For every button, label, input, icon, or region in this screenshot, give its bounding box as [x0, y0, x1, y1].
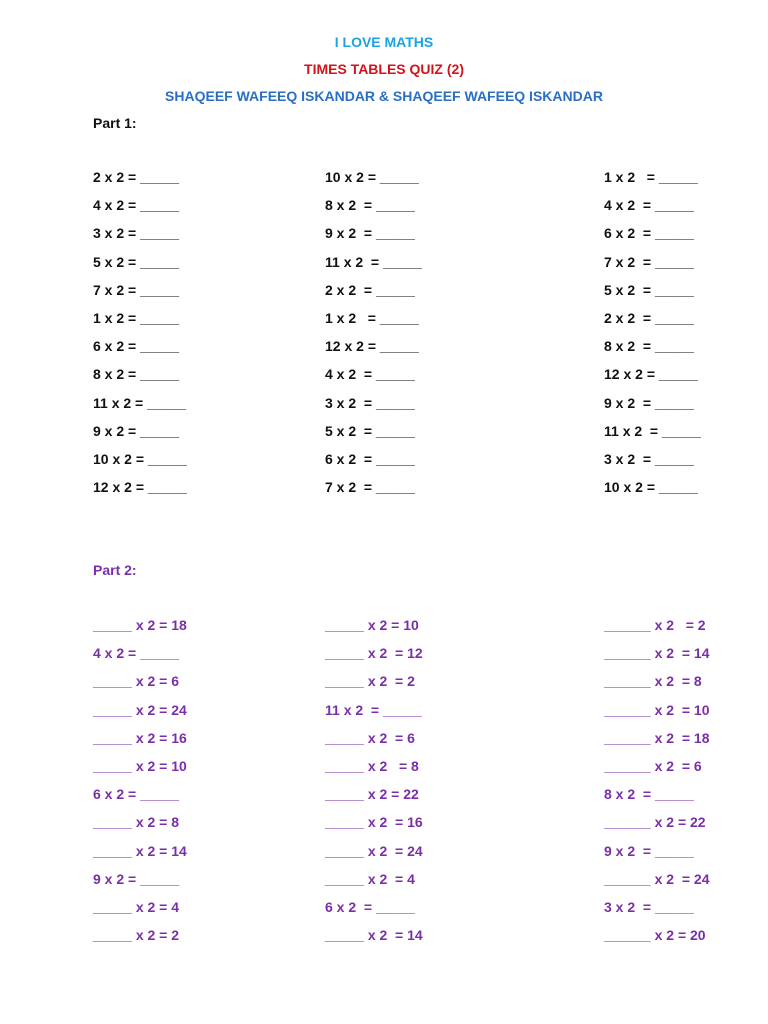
question-item: 8 x 2 = _____: [325, 197, 415, 214]
part1-column-2: [325, 163, 422, 501]
question-item: 9 x 2 = _____: [325, 225, 415, 242]
question-item: _____ x 2 = 16: [93, 729, 187, 746]
question-item: 11 x 2 = _____: [325, 701, 422, 718]
question-item: 11 x 2 = _____: [325, 253, 422, 270]
question-item: _____ x 2 = 10: [325, 617, 419, 633]
question-item: _____ x 2 = 24: [325, 842, 423, 859]
question-item: 2 x 2 = _____: [93, 169, 180, 185]
question-item: 6 x 2 = _____: [93, 338, 180, 355]
part1-label: Part 1:: [93, 115, 137, 131]
question-item: 10 x 2 = _____: [93, 450, 187, 467]
question-item: 6 x 2 = _____: [604, 225, 694, 242]
question-item: ______ x 2 = 20: [604, 927, 706, 944]
question-item: 6 x 2 = _____: [325, 898, 415, 915]
question-item: 5 x 2 = _____: [325, 422, 415, 439]
question-item: 12 x 2 = _____: [325, 338, 419, 355]
part2-column-3: [604, 611, 710, 949]
part1-column-1: [93, 163, 187, 501]
question-item: 1 x 2 = _____: [604, 169, 698, 185]
question-item: 6 x 2 = _____: [93, 786, 180, 803]
question-item: 7 x 2 = _____: [93, 281, 180, 298]
question-item: 4 x 2 = _____: [93, 645, 180, 662]
question-item: ______ x 2 = 2: [604, 617, 706, 633]
question-item: 5 x 2 = _____: [604, 281, 694, 298]
question-item: _____ x 2 = 2: [93, 927, 180, 944]
question-item: _____ x 2 = 14: [93, 842, 187, 859]
question-item: ______ x 2 = 24: [604, 870, 710, 887]
question-item: 2 x 2 = _____: [325, 281, 415, 298]
question-item: 1 x 2 = _____: [93, 309, 180, 326]
author-line: SHAQEEF WAFEEQ ISKANDAR & SHAQEEF WAFEEQ ISKANDAR: [165, 88, 603, 104]
question-item: ______ x 2 = 14: [604, 645, 710, 662]
question-item: 9 x 2 = _____: [93, 870, 180, 887]
question-item: 12 x 2 = _____: [604, 366, 698, 383]
question-item: _____ x 2 = 18: [93, 617, 187, 633]
question-item: 1 x 2 = _____: [325, 309, 419, 326]
question-item: 3 x 2 = _____: [604, 450, 694, 467]
question-item: 3 x 2 = _____: [325, 394, 415, 411]
question-item: 3 x 2 = _____: [93, 225, 180, 242]
question-item: 9 x 2 = _____: [93, 422, 180, 439]
question-item: ______ x 2 = 8: [604, 673, 702, 690]
question-item: 4 x 2 = _____: [604, 197, 694, 214]
question-item: 3 x 2 = _____: [604, 898, 694, 915]
question-item: _____ x 2 = 6: [325, 729, 415, 746]
part2-label: Part 2:: [93, 562, 137, 578]
question-item: 7 x 2 = _____: [604, 253, 694, 270]
question-item: _____ x 2 = 8: [93, 814, 180, 831]
question-item: ______ x 2 = 18: [604, 729, 710, 746]
question-item: 12 x 2 = _____: [93, 479, 187, 496]
question-item: _____ x 2 = 2: [325, 673, 415, 690]
question-item: _____ x 2 = 12: [325, 645, 423, 662]
question-item: 9 x 2 = _____: [604, 842, 694, 859]
question-item: 8 x 2 = _____: [604, 786, 694, 803]
question-item: _____ x 2 = 6: [93, 673, 180, 690]
question-item: _____ x 2 = 8: [325, 757, 419, 774]
quiz-title: TIMES TABLES QUIZ (2): [304, 61, 464, 77]
question-item: _____ x 2 = 4: [325, 870, 415, 887]
question-item: 11 x 2 = _____: [604, 422, 701, 439]
question-item: _____ x 2 = 10: [93, 757, 187, 774]
question-item: _____ x 2 = 16: [325, 814, 423, 831]
part2-column-2: [325, 611, 423, 949]
question-item: _____ x 2 = 14: [325, 927, 423, 944]
question-item: 2 x 2 = _____: [604, 309, 694, 326]
question-item: 5 x 2 = _____: [93, 253, 180, 270]
question-item: 8 x 2 = _____: [93, 366, 180, 383]
question-item: ______ x 2 = 6: [604, 757, 702, 774]
question-item: 11 x 2 = _____: [93, 394, 187, 411]
question-item: 10 x 2 = _____: [604, 479, 698, 496]
question-item: 4 x 2 = _____: [93, 197, 180, 214]
page-title: I LOVE MATHS: [334, 34, 434, 50]
question-item: 10 x 2 = _____: [325, 169, 419, 185]
part1-column-3: [604, 163, 701, 501]
question-item: 7 x 2 = _____: [325, 479, 415, 496]
question-item: _____ x 2 = 4: [93, 898, 180, 915]
question-item: ______ x 2 = 10: [604, 701, 710, 718]
question-item: 9 x 2 = _____: [604, 394, 694, 411]
part2-column-1: [93, 611, 187, 949]
question-item: 4 x 2 = _____: [325, 366, 415, 383]
question-item: _____ x 2 = 24: [93, 701, 187, 718]
question-item: _____ x 2 = 22: [325, 786, 419, 803]
question-item: 8 x 2 = _____: [604, 338, 694, 355]
question-item: 6 x 2 = _____: [325, 450, 415, 467]
question-item: ______ x 2 = 22: [604, 814, 706, 831]
